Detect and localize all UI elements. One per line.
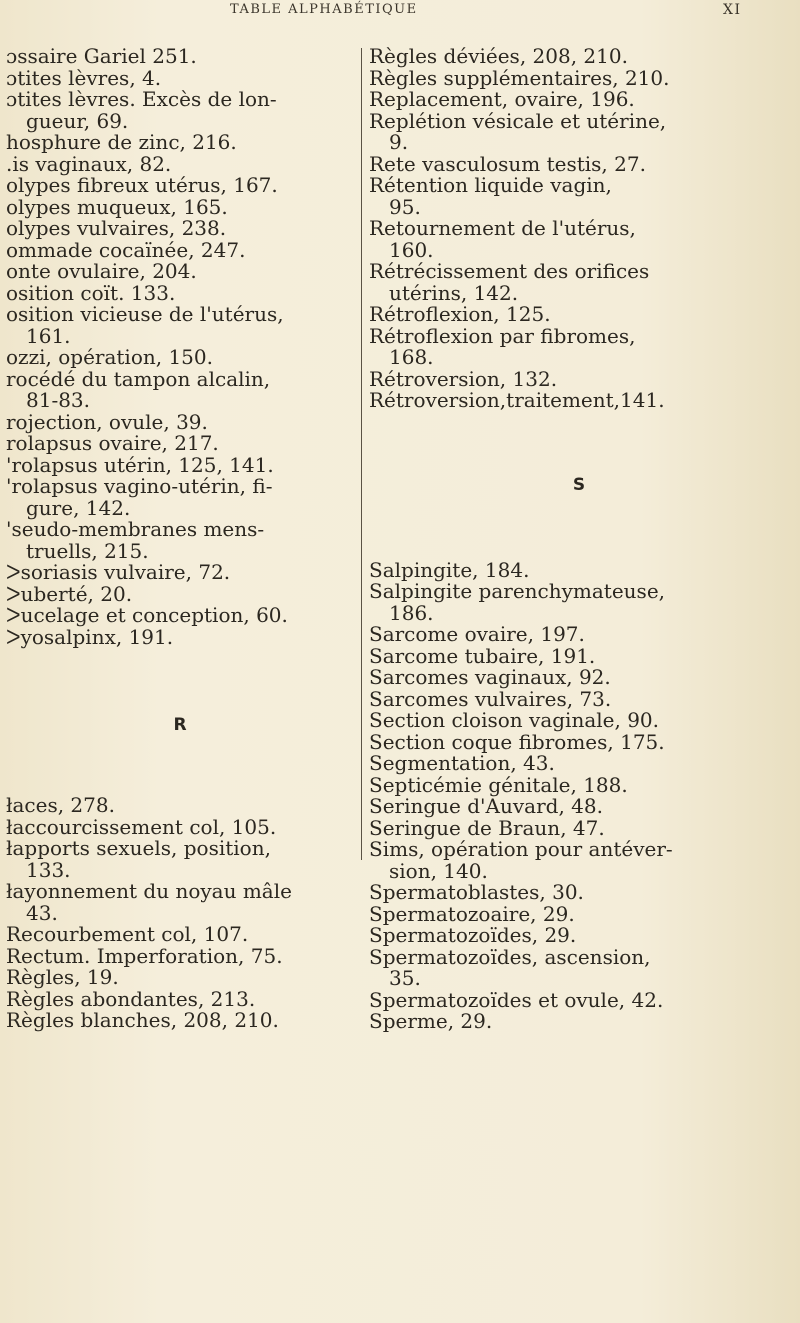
index-column-right bbox=[369, 46, 789, 1033]
index-entry-continuation: 95. bbox=[389, 194, 421, 219]
index-entry bbox=[6, 795, 354, 817]
index-entry bbox=[369, 667, 789, 689]
index-entry bbox=[6, 347, 354, 369]
index-entry-text: łapports sexuels, position, bbox=[6, 836, 271, 860]
entries-p-group bbox=[6, 46, 354, 648]
index-entry bbox=[369, 390, 789, 412]
index-entry bbox=[6, 624, 354, 649]
index-entry-text: ᐳyosalpinx, 191. bbox=[6, 624, 174, 649]
index-entry bbox=[369, 901, 789, 926]
entries-r-group-right bbox=[369, 46, 789, 412]
index-entry bbox=[6, 986, 354, 1011]
index-entry-text: Rétrécissement des orifices bbox=[369, 259, 650, 283]
index-entry-text: rolapsus ovaire, 217. bbox=[6, 431, 219, 455]
index-entry-text: Sarcome tubaire, 191. bbox=[369, 643, 596, 668]
index-entry-text: ommade cocaïnée, 247. bbox=[6, 237, 246, 262]
index-entry bbox=[369, 624, 789, 646]
index-entry bbox=[369, 65, 789, 90]
index-entry-text: olypes muqueux, 165. bbox=[6, 194, 228, 219]
index-entry-text: ᐳuberté, 20. bbox=[6, 581, 133, 606]
index-entry-text: Rétention liquide vagin, bbox=[369, 173, 612, 197]
index-entry-continuation: gueur, 69. bbox=[26, 108, 129, 133]
index-entry bbox=[6, 838, 354, 881]
index-entry-text: Seringue de Braun, 47. bbox=[369, 815, 605, 840]
index-entry-continuation: truells, 215. bbox=[26, 538, 149, 563]
index-entry-text: Sarcome ovaire, 197. bbox=[369, 622, 585, 646]
index-entry bbox=[6, 261, 354, 283]
index-entry bbox=[369, 772, 789, 797]
index-entry-text: rocédé du tampon alcalin, bbox=[6, 366, 271, 391]
index-entry-text: ɔssaire Gariel 251. bbox=[6, 44, 197, 68]
index-entry bbox=[6, 581, 354, 606]
index-entry-text: Replétion vésicale et utérine, bbox=[369, 108, 667, 133]
index-entry-text: Règles supplémentaires, 210. bbox=[369, 65, 670, 90]
index-entry-text: ɔtites lèvres. Excès de lon- bbox=[6, 87, 277, 111]
index-entry-text: Spermatozoïdes et ovule, 42. bbox=[369, 987, 664, 1012]
index-entry bbox=[369, 581, 789, 624]
index-entry-text: hosphure de zinc, 216. bbox=[6, 130, 237, 154]
index-column-left bbox=[6, 46, 354, 1032]
index-entry bbox=[369, 753, 789, 775]
page-number: XI bbox=[723, 2, 742, 18]
index-entry bbox=[369, 151, 789, 176]
index-entry bbox=[6, 89, 354, 132]
index-entry-text: Spermatozoaire, 29. bbox=[369, 901, 575, 926]
index-entry-text: 'rolapsus utérin, 125, 141. bbox=[6, 452, 274, 477]
index-entry bbox=[6, 366, 354, 412]
index-entry-continuation: 133. bbox=[26, 857, 71, 882]
index-entry bbox=[6, 1010, 354, 1032]
index-entry bbox=[6, 304, 354, 347]
index-entry-text: osition coït. 133. bbox=[6, 280, 176, 305]
index-entry-text: Salpingite parenchymateuse, bbox=[369, 579, 666, 603]
index-entry bbox=[369, 815, 789, 840]
index-entry bbox=[369, 729, 789, 754]
index-entry-text: Règles déviées, 208, 210. bbox=[369, 44, 628, 68]
index-entry-text: olypes vulvaires, 238. bbox=[6, 216, 227, 240]
index-entry-continuation: sion, 140. bbox=[389, 858, 488, 883]
index-entry-text: Seringue d'Auvard, 48. bbox=[369, 794, 603, 818]
index-entry-text: Salpingite, 184. bbox=[369, 557, 530, 582]
index-entry bbox=[6, 46, 354, 68]
index-entry bbox=[6, 605, 354, 627]
index-entry-text: Spermatozoïdes, 29. bbox=[369, 923, 577, 947]
index-entry bbox=[369, 108, 789, 154]
index-entry bbox=[369, 710, 789, 732]
index-entry bbox=[6, 814, 354, 839]
index-entry-text: Sarcomes vaginaux, 92. bbox=[369, 665, 611, 689]
index-entry bbox=[369, 557, 789, 582]
index-entry-text: ᐳucelage et conception, 60. bbox=[6, 603, 288, 627]
index-entry bbox=[369, 304, 789, 326]
index-entry-text: Spermatozoïdes, ascension, bbox=[369, 944, 651, 969]
index-entry bbox=[6, 452, 354, 477]
entries-s-group bbox=[369, 557, 789, 1033]
index-entry bbox=[6, 433, 354, 455]
index-entry-text: Rectum. Imperforation, 75. bbox=[6, 943, 283, 968]
index-entry bbox=[369, 796, 789, 818]
index-entry bbox=[369, 175, 789, 218]
index-entry-text: olypes fibreux utérus, 167. bbox=[6, 173, 278, 197]
index-entry-text: rojection, ovule, 39. bbox=[6, 409, 208, 434]
index-entry bbox=[6, 519, 354, 562]
index-entry bbox=[6, 218, 354, 240]
index-entry-text: Rétroflexion, 125. bbox=[369, 302, 551, 326]
index-entry bbox=[6, 151, 354, 176]
index-entry-continuation: 160. bbox=[389, 237, 434, 262]
index-entry-text: .is vaginaux, 82. bbox=[6, 151, 172, 176]
index-entry bbox=[6, 562, 354, 584]
index-entry bbox=[369, 944, 789, 990]
column-divider bbox=[361, 48, 362, 860]
index-entry-text: łaces, 278. bbox=[6, 793, 115, 817]
index-entry-text: osition vicieuse de l'utérus, bbox=[6, 302, 284, 326]
index-entry bbox=[6, 237, 354, 262]
index-entry bbox=[369, 686, 789, 711]
index-entry bbox=[6, 967, 354, 989]
index-entry bbox=[369, 89, 789, 111]
index-entry bbox=[369, 366, 789, 391]
index-entry-continuation: 35. bbox=[389, 966, 421, 990]
index-entry bbox=[6, 881, 354, 924]
entries-r-group-left bbox=[6, 795, 354, 1032]
index-entry-continuation: 186. bbox=[389, 600, 434, 625]
index-entry bbox=[369, 46, 789, 68]
index-entry bbox=[6, 943, 354, 968]
index-entry bbox=[6, 194, 354, 219]
index-entry-text: Retournement de l'utérus, bbox=[369, 216, 636, 240]
running-title: TABLE ALPHABÉTIQUE bbox=[230, 2, 418, 17]
index-entry bbox=[369, 925, 789, 947]
index-entry-text: Règles abondantes, 213. bbox=[6, 986, 256, 1011]
index-entry bbox=[369, 1011, 789, 1033]
index-entry-text: Sperme, 29. bbox=[369, 1009, 493, 1033]
index-entry-text: Rétroversion, 132. bbox=[369, 366, 558, 391]
section-letter-r: R bbox=[173, 715, 187, 735]
index-entry bbox=[6, 409, 354, 434]
index-entry-text: Section coque fibromes, 175. bbox=[369, 729, 665, 754]
index-entry-continuation: 9. bbox=[389, 130, 409, 154]
index-entry-text: Rétroversion,traitement,141. bbox=[369, 388, 665, 412]
index-entry bbox=[6, 476, 354, 519]
index-entry-text: ozzi, opération, 150. bbox=[6, 345, 213, 369]
index-entry-text: Rete vasculosum testis, 27. bbox=[369, 151, 646, 176]
index-entry-text: łayonnement du noyau mâle bbox=[6, 879, 292, 903]
index-entry-continuation: 81-83. bbox=[26, 388, 91, 412]
index-entry-text: 'rolapsus vagino-utérin, fi- bbox=[6, 474, 273, 498]
index-entry bbox=[6, 132, 354, 154]
index-entry-text: Recourbement col, 107. bbox=[6, 922, 249, 946]
index-entry-text: Sarcomes vulvaires, 73. bbox=[369, 686, 612, 711]
index-entry-continuation: utérins, 142. bbox=[389, 280, 519, 305]
index-entry-continuation: 43. bbox=[26, 900, 58, 925]
index-entry-text: ɔtites lèvres, 4. bbox=[6, 65, 162, 90]
index-entry bbox=[369, 218, 789, 261]
index-entry bbox=[369, 839, 789, 882]
index-entry-text: Segmentation, 43. bbox=[369, 751, 555, 775]
index-entry-text: Replacement, ovaire, 196. bbox=[369, 87, 635, 111]
index-entry-continuation: 161. bbox=[26, 323, 71, 348]
index-entry-text: Sims, opération pour antéver- bbox=[369, 837, 673, 861]
index-entry-text: łaccourcissement col, 105. bbox=[6, 814, 277, 839]
index-entry-text: 'seudo-membranes mens- bbox=[6, 517, 265, 541]
index-entry bbox=[6, 65, 354, 90]
index-entry-continuation: 168. bbox=[389, 345, 434, 369]
index-entry bbox=[6, 924, 354, 946]
index-entry-text: Spermatoblastes, 30. bbox=[369, 880, 584, 904]
index-entry-text: Règles, 19. bbox=[6, 965, 119, 989]
index-entry bbox=[369, 882, 789, 904]
index-entry-text: Septicémie génitale, 188. bbox=[369, 772, 628, 797]
index-entry bbox=[369, 261, 789, 304]
index-entry-text: Rétroflexion par fibromes, bbox=[369, 323, 636, 348]
index-entry bbox=[6, 280, 354, 305]
index-entry-text: Section cloison vaginale, 90. bbox=[369, 708, 660, 732]
index-entry-text: ᐳsoriasis vulvaire, 72. bbox=[6, 560, 231, 584]
index-entry bbox=[6, 175, 354, 197]
index-entry-text: Règles blanches, 208, 210. bbox=[6, 1008, 279, 1032]
index-entry bbox=[369, 987, 789, 1012]
section-letter-s: S bbox=[572, 474, 586, 495]
index-entry-continuation: gure, 142. bbox=[26, 495, 131, 520]
index-entry bbox=[369, 643, 789, 668]
index-entry bbox=[369, 323, 789, 369]
index-entry-text: onte ovulaire, 204. bbox=[6, 259, 197, 283]
